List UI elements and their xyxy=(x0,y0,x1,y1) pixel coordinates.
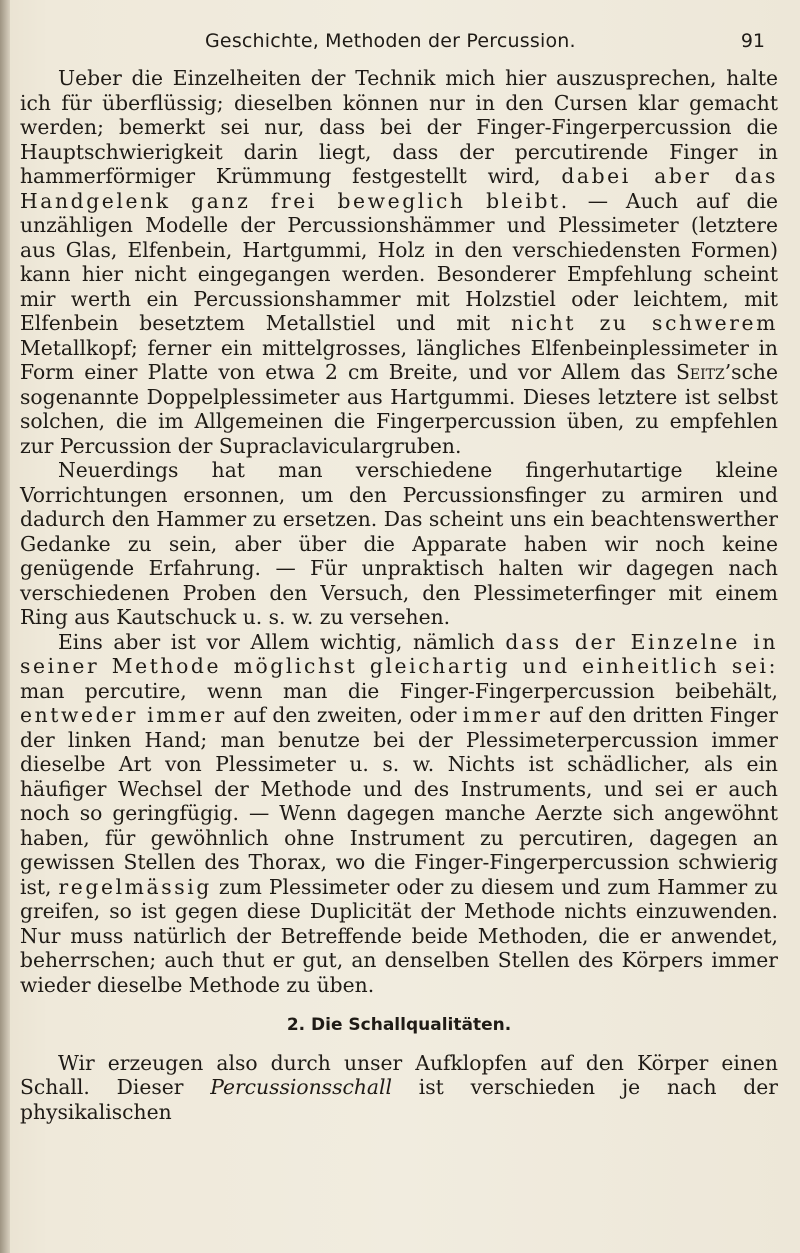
running-title: Geschichte, Methoden der Percussion. xyxy=(205,30,576,52)
page-number: 91 xyxy=(740,30,765,52)
text-run: Metallkopf; ferner ein mittelgrosses, längliches Elfenbeinplessimeter in Form einer Platte von etwa 2 cm Breite, und vor Allem das xyxy=(20,335,778,384)
section-heading: 2. Die Schallqualitäten. xyxy=(286,1015,512,1035)
text-run: ’sche sogenannte Doppelplessimeter aus Hartgummi. Dieses letztere ist selbst solchen, die im Allgemeinen die Fingerpercussion üben, zu empfehlen zur Percussion der Supraclaviculargruben. xyxy=(20,360,778,458)
emphasis-italic: Percussionsschall xyxy=(210,1075,392,1099)
text-run: zum Plessimeter oder zu diesem und zum Hammer zu greifen, so ist gegen diese Duplicität der Methode nichts einzuwenden. Nur muss natürlich der Betreffende beide Methoden, die er anwendet, beherrschen; auch thut er gut, an denselben Stellen des Körpers immer wieder dieselbe Methode zu üben. xyxy=(20,874,778,997)
text-run: — Auch auf die unzähligen Modelle der Percussionshämmer und Plessimeter (letztere aus Glas, Elfenbein, Hartgummi, Holz in den verschiedensten Formen) kann hier nicht eingegangen werden. Besonderer Empfehlung scheint mir werth ein Percussionshammer mit Holzstiel oder leichtem, mit Elfenbein besetztem Metallstiel und mit xyxy=(20,188,778,335)
paragraph-method xyxy=(20,630,778,998)
emphasis-spaced: immer xyxy=(462,703,543,727)
text-run: auf den zweiten, oder xyxy=(233,703,457,727)
text-run: Eins aber ist vor Allem wichtig, nämlich xyxy=(58,629,495,654)
text-run: auf den dritten Finger der linken Hand; man benutze bei der Plessimeterpercussion immer dieselbe Art von Plessimeter u. s. w. Nichts ist schädlicher, als ein häufiger Wechsel der Methode und des Instruments, und sei er auch noch so geringfügig. — Wenn dagegen manche Aerzte sich angewöhnt haben, für gewöhnlich ohne Instrument zu percutiren, dagegen an gewissen Stellen des Thorax, wo die Finger-Fingerpercussion schwierig ist, xyxy=(20,703,778,899)
paragraph-sound xyxy=(20,1051,778,1125)
text-run: ist verschieden je nach der physikalischen xyxy=(20,1075,778,1124)
body-text xyxy=(20,66,778,1124)
text-run: Ueber die Einzelheiten der Technik mich hier auszusprechen, halte ich für überflüssig; dieselben können nur in den Cursen klar gemacht werden; bemerkt sei nur, dass bei der Finger-Fingerpercussion die Hauptschwierigkeit darin liegt, dass der percutirende Finger in hammerförmiger Krümmung festgestellt wird, xyxy=(20,66,778,188)
running-header xyxy=(205,30,765,60)
page-spine-shadow xyxy=(0,0,10,1253)
emphasis-spaced: nicht zu schwerem xyxy=(511,311,778,335)
text-run: Wir erzeugen also durch unser Aufklopfen auf den Körper einen Schall. Dieser xyxy=(20,1050,778,1099)
emphasis-spaced: dabei aber das Handgelenk ganz frei beweglich bleibt. xyxy=(20,164,779,213)
emphasis-spaced: entweder immer xyxy=(20,703,227,727)
text-run: man percutire, wenn man die Finger-Fingerpercussion beibehält, xyxy=(20,678,778,703)
text-run: Neuerdings hat man verschiedene fingerhutartige kleine Vorrichtungen ersonnen, um den Percussionsfinger zu armiren und dadurch den Hammer zu ersetzen. Das scheint uns ein beachtenswerther Gedanke zu sein, aber über die Apparate haben wir noch keine genügende Erfahrung. — Für unpraktisch halten wir dagegen nach verschiedenen Proben den Versuch, den Plessimeterfinger mit einem Ring aus Kautschuck u. s. w. zu versehen. xyxy=(20,458,778,629)
emphasis-spaced: dass der Einzelne in seiner Methode möglichst gleichartig und einheitlich sei: xyxy=(20,629,778,678)
paragraph-technique xyxy=(20,66,778,458)
paragraph-devices xyxy=(20,458,778,630)
author-name-smallcaps: Seitz xyxy=(676,360,725,384)
emphasis-spaced: regelmässig xyxy=(58,874,212,899)
